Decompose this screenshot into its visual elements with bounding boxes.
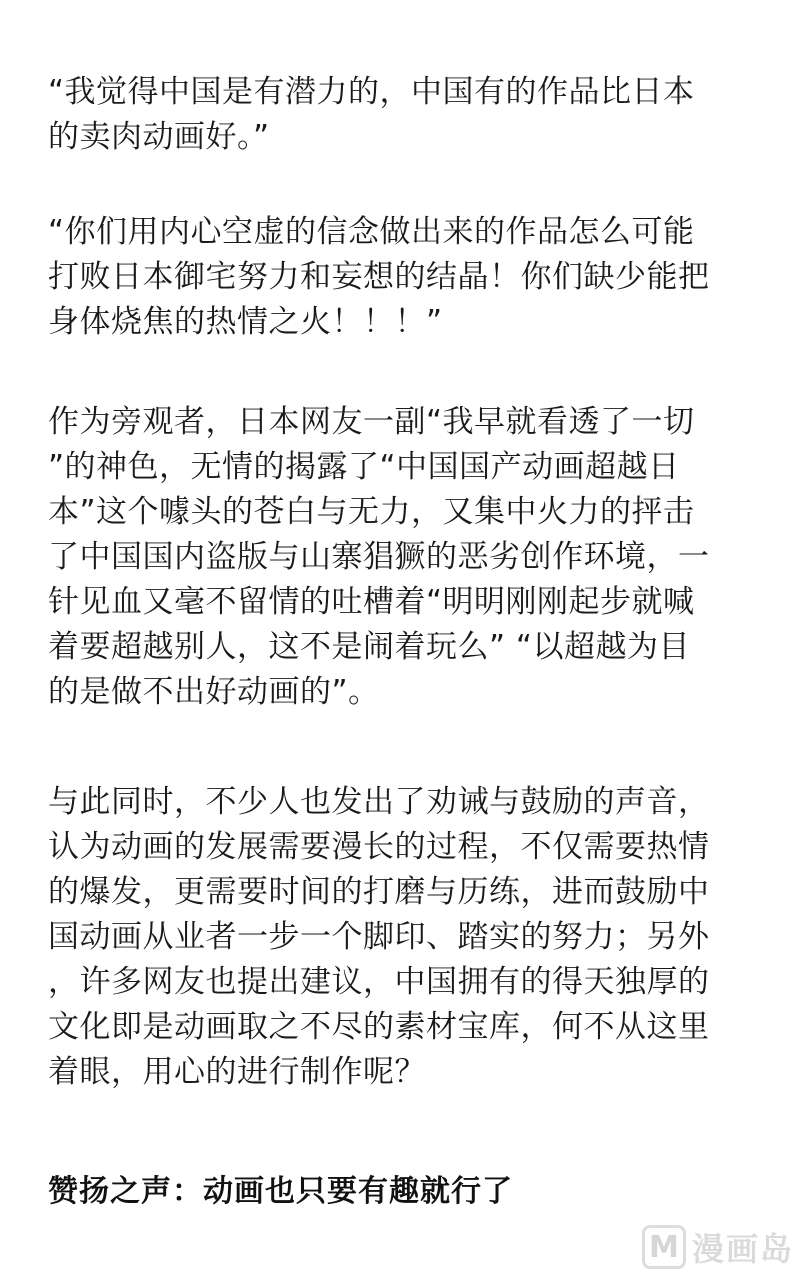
text-line: 针见血又毫不留情的吐槽着“明明刚刚起步就喊 — [48, 584, 695, 620]
text-line: 国动画从业者一步一个脚印、踏实的努力；另外 — [48, 919, 710, 955]
text-line: ，许多网友也提出建议，中国拥有的得天独厚的 — [48, 964, 710, 1000]
site-watermark — [642, 1221, 794, 1273]
text-line: 作为旁观者，日本网友一副“我早就看透了一切 — [48, 404, 695, 440]
watermark-text: 漫画岛 — [691, 1230, 794, 1268]
body-paragraph-1 — [48, 400, 748, 715]
text-line: “你们用内心空虚的信念做出来的作品怎么可能 — [48, 214, 695, 250]
section-heading: 赞扬之声：动画也只要有趣就行了 — [48, 1174, 513, 1209]
text-line: 文化即是动画取之不尽的素材宝库，何不从这里 — [48, 1009, 710, 1045]
text-line: 的爆发，更需要时间的打磨与历练，进而鼓励中 — [48, 874, 710, 910]
body-paragraph-2 — [48, 780, 748, 1095]
quote-paragraph-2 — [48, 210, 748, 345]
text-line: ”的神色，无情的揭露了“中国国产动画超越日 — [48, 449, 680, 485]
text-line: 认为动画的发展需要漫长的过程，不仅需要热情 — [48, 829, 710, 865]
text-line: “我觉得中国是有潜力的，中国有的作品比日本 — [48, 74, 695, 110]
text-line: 的是做不出好动画的”。 — [48, 674, 380, 710]
text-line: 打败日本御宅努力和妄想的结晶！你们缺少能把 — [48, 259, 710, 295]
text-line: 与此同时，不少人也发出了劝诫与鼓励的声音， — [48, 784, 710, 820]
watermark-logo-icon: M — [642, 1225, 686, 1269]
text-line: 了中国国内盗版与山寨猖獗的恶劣创作环境，一 — [48, 539, 710, 575]
text-line: 着要超越别人，这不是闹着玩么” “以超越为目 — [48, 629, 690, 665]
text-line: 的卖肉动画好。” — [48, 119, 270, 155]
quote-paragraph-1 — [48, 70, 748, 160]
text-line: 身体烧焦的热情之火！！！” — [48, 304, 443, 340]
text-line: 本”这个噱头的苍白与无力，又集中火力的抨击 — [48, 494, 695, 530]
text-line: 着眼，用心的进行制作呢？ — [48, 1054, 426, 1090]
